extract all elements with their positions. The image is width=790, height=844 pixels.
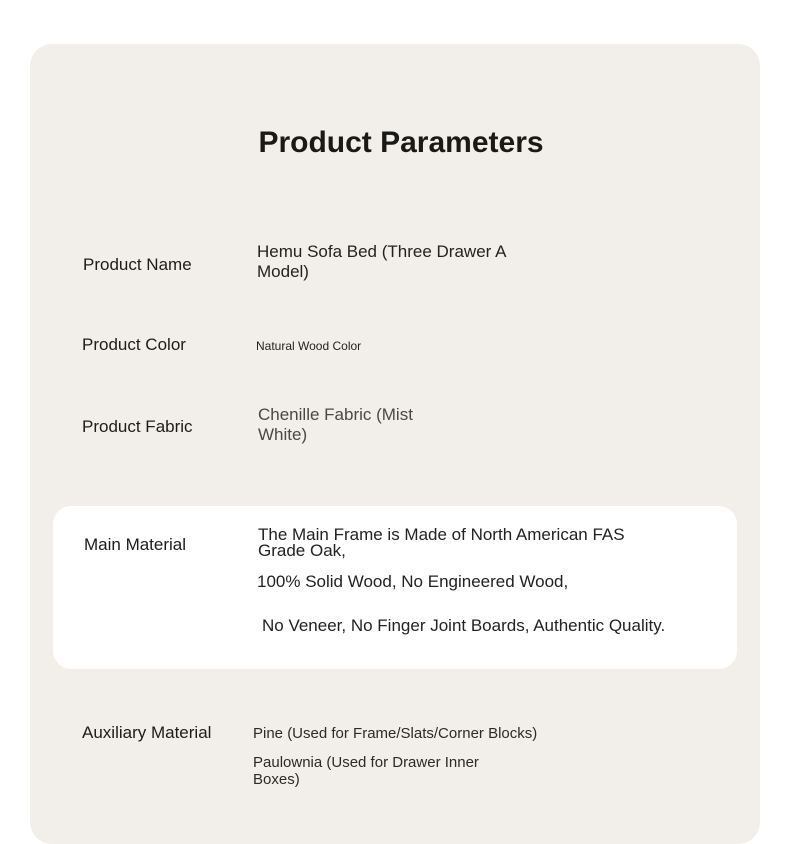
product-name-label: Product Name: [83, 255, 192, 274]
auxiliary-material-value-1: Pine (Used for Frame/Slats/Corner Blocks): [253, 725, 538, 742]
auxiliary-material-value-2-line1: Paulownia (Used for Drawer Inner: [253, 754, 479, 771]
product-name-value-line2: Model): [257, 262, 309, 281]
page-title: Product Parameters: [258, 126, 544, 159]
product-color-label: Product Color: [82, 335, 186, 354]
product-fabric-value-line2: White): [258, 425, 308, 444]
product-color-value: Natural Wood Color: [256, 339, 362, 353]
auxiliary-material-label: Auxiliary Material: [82, 723, 212, 742]
main-material-value-line3: 100% Solid Wood, No Engineered Wood,: [257, 572, 569, 591]
main-material-value-line2: Grade Oak,: [258, 541, 346, 560]
main-material-label: Main Material: [84, 535, 187, 554]
product-fabric-label: Product Fabric: [82, 417, 193, 436]
product-name-value-line1: Hemu Sofa Bed (Three Drawer A: [257, 242, 507, 261]
auxiliary-material-value-2-line2: Boxes): [253, 771, 300, 788]
product-fabric-value-line1: Chenille Fabric (Mist: [258, 405, 413, 424]
main-material-value-line1: The Main Frame is Made of North American FAS: [258, 525, 625, 544]
main-material-value-line4: No Veneer, No Finger Joint Boards, Authentic Quality.: [262, 616, 666, 635]
